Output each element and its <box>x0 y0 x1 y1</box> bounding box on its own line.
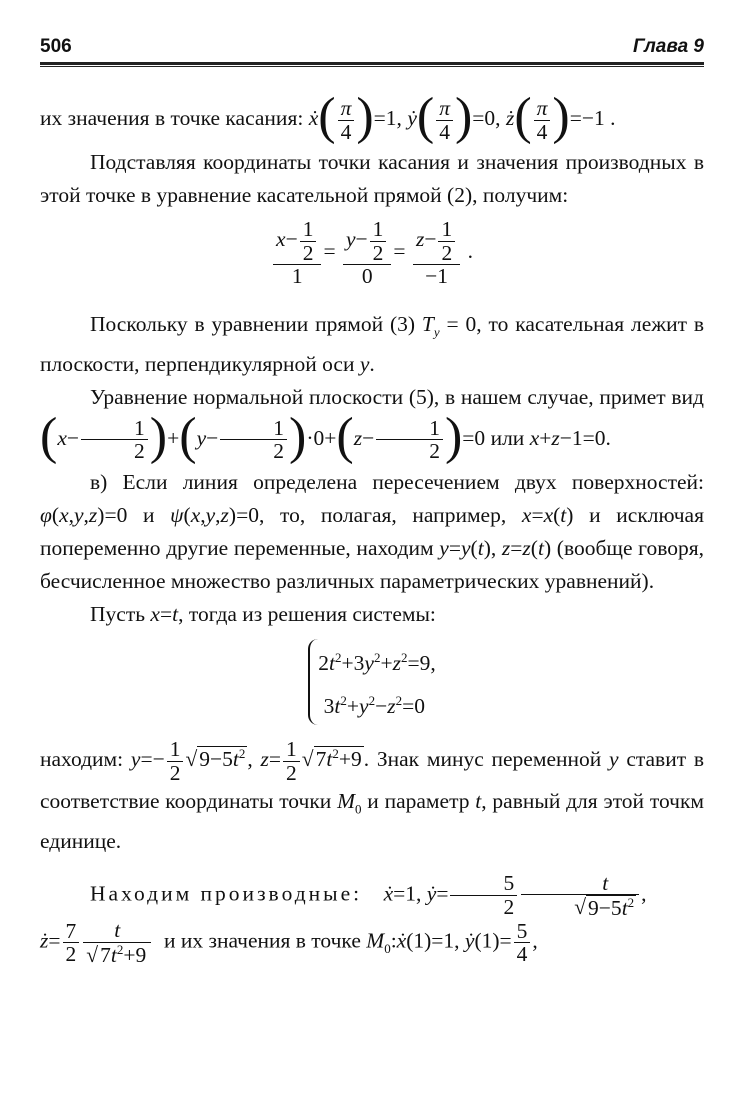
paragraph-perpendicular: Поскольку в уравнении прямой (3) $T_y = 0$, то касательная лежит в плоскости, перпендикулярной оси y. <box>40 311 705 376</box>
chapter-title: Глава 9 <box>633 36 704 57</box>
paragraph-normal-plane: Уравнение нормальной плоскости (5), в нашем случае, примет вид (x− $\frac{1}{2}$ )+(y− $\frac{1}{2}$ )·0+(z− $\frac{1}{2}$ )=0 или x+z−1=0. <box>40 384 704 465</box>
page-header <box>40 34 704 65</box>
page-content <box>40 80 704 966</box>
paragraph-derivatives: Находим производные: ẋ=1, ẏ= $\frac{5}{2}$ $\frac{t}{√9-5t^2}$ , <box>90 870 647 920</box>
paragraph-tangent-values: их значения в точке касания: ẋ( $\frac{\pi}{4}$ )=1, ẏ( $\frac{\pi}{4}$ )=0, ż( $\frac{\pi}{4}$ )=−1 . <box>40 88 616 145</box>
paragraph-solution: находим: y=− $\frac{1}{2}$ $√9-5t^2$, z= $\frac{1}{2}$ $√7t^2+9$. Знак минус переменной y ставит в соответствие координаты точки $M_0$ и параметр t, равный для этой точкм единице. <box>40 737 705 853</box>
tangent-line-equation: x− $\frac{1}{2}$ 1 = y− $\frac{1}{2}$ 0 = z− $\frac{1}{2}$ −1 . <box>40 218 704 288</box>
system-equations: $2t^2+3y^2+z^2=9$, $3t^2+y^2-z^2=0$ <box>40 639 704 725</box>
paragraph-derivative-values: ż= $\frac{7}{2}$ $\frac{t}{√7t^2+9}$ и их значения в точке $M_0:ẋ(1)=1$, ẏ(1)= $\frac{5}{4}$ , <box>40 918 538 967</box>
paragraph-intersection: в) Если линия определена пересечением двух поверхностей: φ(x,y,z)=0 и ψ(x,y,z)=0, то, полагая, например, x=x(t) и исключая попеременно другие переменные, находим y=y(t), z=z(t) (вообще говоря, бесчисленное множество различных параметрических уравнений). <box>40 469 704 593</box>
paragraph-substitute: Подставляя координаты точки касания и значения производных в этой точке в уравнение касательной прямой (2), получим: <box>40 150 704 207</box>
header-divider <box>40 66 704 67</box>
paragraph-let-x-t: Пусть x=t, тогда из решения системы: <box>90 601 436 626</box>
page-number: 506 <box>40 36 72 57</box>
